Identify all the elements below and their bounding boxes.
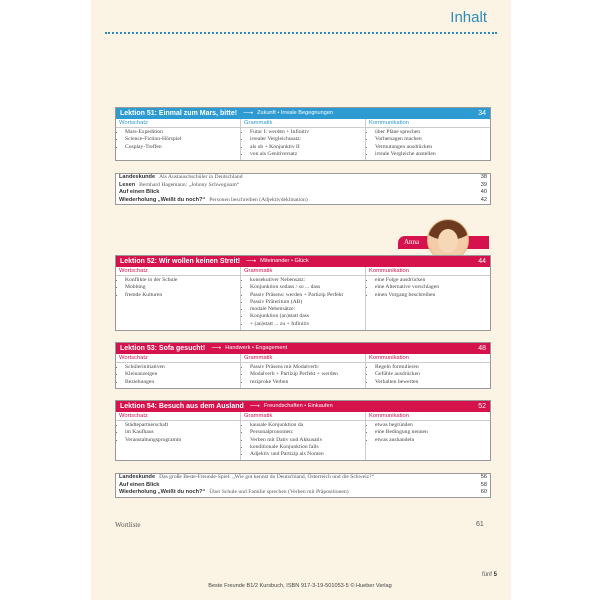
item-list [116,422,240,444]
extra-label: Lesen [119,181,136,188]
item-list [366,364,490,386]
arrow-icon: ⟶ [243,110,254,117]
column-heading: Wortschatz [116,119,240,128]
list-item: • Passiv Präteritum (AB) [250,299,365,306]
extra-page: 58 [480,481,487,488]
extra-page: 40 [480,189,487,196]
lesson-54-box [115,400,491,461]
list-item: • eine Folge ausdrücken [375,277,490,284]
extra-row[interactable] [116,182,490,190]
extra-label: Landeskunde [119,474,156,480]
list-item: • Vermutungen ausdrücken [375,144,490,151]
extra-label: Wiederholung „Weißt du noch?“ [119,196,206,203]
list-item: • Schülerinitiativen [125,364,240,371]
list-item: • eine Alternative vorschlagen [375,284,490,291]
dotted-rule [105,32,497,34]
list-item: • fremde Kulturen [125,292,240,299]
extra-row[interactable] [116,174,490,182]
arrow-icon: ⟶ [246,258,257,265]
list-item: • Konjunktion (an)statt dass [250,313,365,320]
lesson-51-box [115,107,491,161]
item-list [116,277,240,299]
extra-desc: Bernhard Hagemann: „Johnny Schwegisam“ [139,181,240,188]
lesson-columns [116,119,490,160]
column-heading: Wortschatz [116,267,240,276]
extra-desc: Personen beschreiben (Adjektivdeklination) [209,196,308,203]
list-item: • Modalverb + Partizip Perfekt + werden [250,371,365,378]
column-wortschatz [116,267,241,330]
list-item: • Städtepartnerschaft [125,422,240,429]
extra-desc: Als Austauschschüler in Deutschland [159,174,243,180]
list-item: • Verben mit Dativ und Akkusativ [250,437,365,444]
column-heading: Wortschatz [116,354,240,363]
column-kommunikation [366,119,490,160]
list-item: • Mobbing [125,284,240,291]
extras-block-2 [115,473,491,498]
list-item: • irreale Vergleiche anstellen [375,151,490,158]
extra-page: 39 [480,181,487,188]
lesson-topic: Zukunft • Irreale Begegnungen [257,110,334,116]
column-wortschatz [116,354,241,388]
list-item: • als ob + Konjunktiv II [250,144,365,151]
lesson-page: 34 [478,110,486,117]
list-item: • Veranstaltungsprogramm [125,437,240,444]
item-list [241,277,365,328]
extra-page: 56 [480,474,487,480]
extra-label: Auf einen Blick [119,481,160,488]
column-grammatik [241,267,366,330]
list-item: • Konjunktion sodass / so ... dass [250,284,365,291]
list-item: • Futur I: werden + Infinitiv [250,129,365,136]
extra-row[interactable] [116,189,490,197]
lesson-title: Lektion 52: Wir wollen keinen Streit! [120,258,241,265]
page-word: fünf [481,572,492,578]
list-item: • Cosplay-Treffen [125,144,240,151]
extra-label: Auf einen Blick [119,189,160,196]
column-kommunikation [366,267,490,330]
column-heading: Grammatik [241,412,365,421]
list-item: • Science-Fiction-Hörspiel [125,136,240,143]
extra-page: 38 [480,174,487,180]
extra-page: 60 [480,489,487,496]
lesson-title: Lektion 51: Einmal zum Mars, bitte! [120,110,238,117]
list-item: • Passiv Präsens mit Modalverb: [250,364,365,371]
list-item: • Beziehungen [125,379,240,386]
list-item: • reziproke Verben [250,379,365,386]
extra-row[interactable] [116,197,490,205]
column-heading: Grammatik [241,119,365,128]
column-grammatik [241,119,366,160]
item-list [366,129,490,158]
list-item: • von als Genitiversatz [250,151,365,158]
list-item: • etwas aushandeln [375,437,490,444]
item-list [366,422,490,444]
column-grammatik [241,354,366,388]
item-list [116,129,240,151]
lesson-page: 48 [478,345,486,352]
arrow-icon: ⟶ [211,345,222,352]
list-item: • Regeln formulieren [375,364,490,371]
credit-line: Beste Freunde B1/2 Kursbuch, ISBN 917-3-19-501053-5 © Hueber Verlag [208,583,392,589]
extra-desc: Über Schule und Familie sprechen (Verben mit Präpositionen) [209,489,349,496]
item-list [116,364,240,386]
list-item: • konditionale Konjunktion falls [250,444,365,451]
item-list [241,129,365,158]
column-kommunikation [366,354,490,388]
column-wortschatz [116,412,241,460]
item-list [241,422,365,458]
lesson-topic: Miteinander • Glück [260,258,309,264]
list-item: • modale Nebensätze: [250,306,365,313]
extra-label: Landeskunde [119,174,156,180]
list-item: • etwas begründen [375,422,490,429]
list-item: • + (an)statt ... zu + Infinitiv [250,321,365,328]
column-heading: Kommunikation [366,412,490,421]
column-heading: Kommunikation [366,267,490,276]
wortliste-label[interactable]: Wortliste [115,521,141,529]
list-item: • eine Bedingung nennen [375,429,490,436]
list-item: • im Kaufhaus [125,429,240,436]
lesson-header[interactable] [116,343,490,354]
list-item: • Personalpronomen: [250,429,365,436]
extra-row[interactable] [116,489,490,497]
column-heading: Kommunikation [366,119,490,128]
lesson-52-box [115,255,491,331]
list-item: • konsekutiver Nebensatz: [250,277,365,284]
item-list [366,277,490,299]
lesson-page: 52 [478,403,486,410]
lesson-title: Lektion 53: Sofa gesucht! [120,345,206,352]
column-wortschatz [116,119,241,160]
page-title: Inhalt [450,9,487,26]
lesson-header[interactable] [116,256,490,267]
list-item: • Gefühle ausdrücken [375,371,490,378]
column-heading: Wortschatz [116,412,240,421]
wortliste-page: 61 [476,521,484,528]
extras-block-1 [115,173,491,205]
list-item: • Kleinanzeigen [125,371,240,378]
arrow-icon: ⟶ [249,403,260,410]
column-grammatik [241,412,366,460]
list-item: • Adjektiv und Partizip als Nomen [250,451,365,458]
list-item: • Vorhersagen machen [375,136,490,143]
lesson-page: 44 [478,258,486,265]
column-kommunikation [366,412,490,460]
lesson-header[interactable] [116,401,490,412]
page-num: 5 [493,572,497,578]
lesson-topic: Handwerk • Engagement [225,345,288,351]
extra-page: 42 [480,196,487,203]
lesson-columns [116,267,490,330]
column-heading: Grammatik [241,354,365,363]
list-item: • Konflikte in der Schule [125,277,240,284]
extra-desc: Das große Beste-Freunde-Spiel: „Wie gut kennst du Deutschland, Österreich und die Schweiz?“ [159,474,375,480]
list-item: • einen Vorgang beschreiben [375,292,490,299]
extra-row[interactable] [116,474,490,482]
item-list [241,364,365,386]
lesson-topic: Freundschaften • Einkaufen [263,403,333,409]
extra-label: Wiederholung „Weißt du noch?“ [119,489,206,496]
anna-page: 43 [472,244,480,251]
column-heading: Kommunikation [366,354,490,363]
list-item: • über Pläne sprechen [375,129,490,136]
lesson-header[interactable] [116,108,490,119]
lesson-53-box [115,342,491,389]
page-number [482,572,497,578]
anna-label: Anna [404,238,420,246]
lesson-title: Lektion 54: Besuch aus dem Ausland [120,403,244,410]
lesson-columns [116,412,490,460]
column-heading: Grammatik [241,267,365,276]
list-item: • irrealer Vergleichssatz: [250,136,365,143]
list-item: • Verhalten bewerten [375,379,490,386]
list-item: • kausale Konjunktion da [250,422,365,429]
list-item: • Passiv Präsens: werden + Partizip Perfekt [250,292,365,299]
list-item: • Mars-Expedition [125,129,240,136]
lesson-columns [116,354,490,388]
